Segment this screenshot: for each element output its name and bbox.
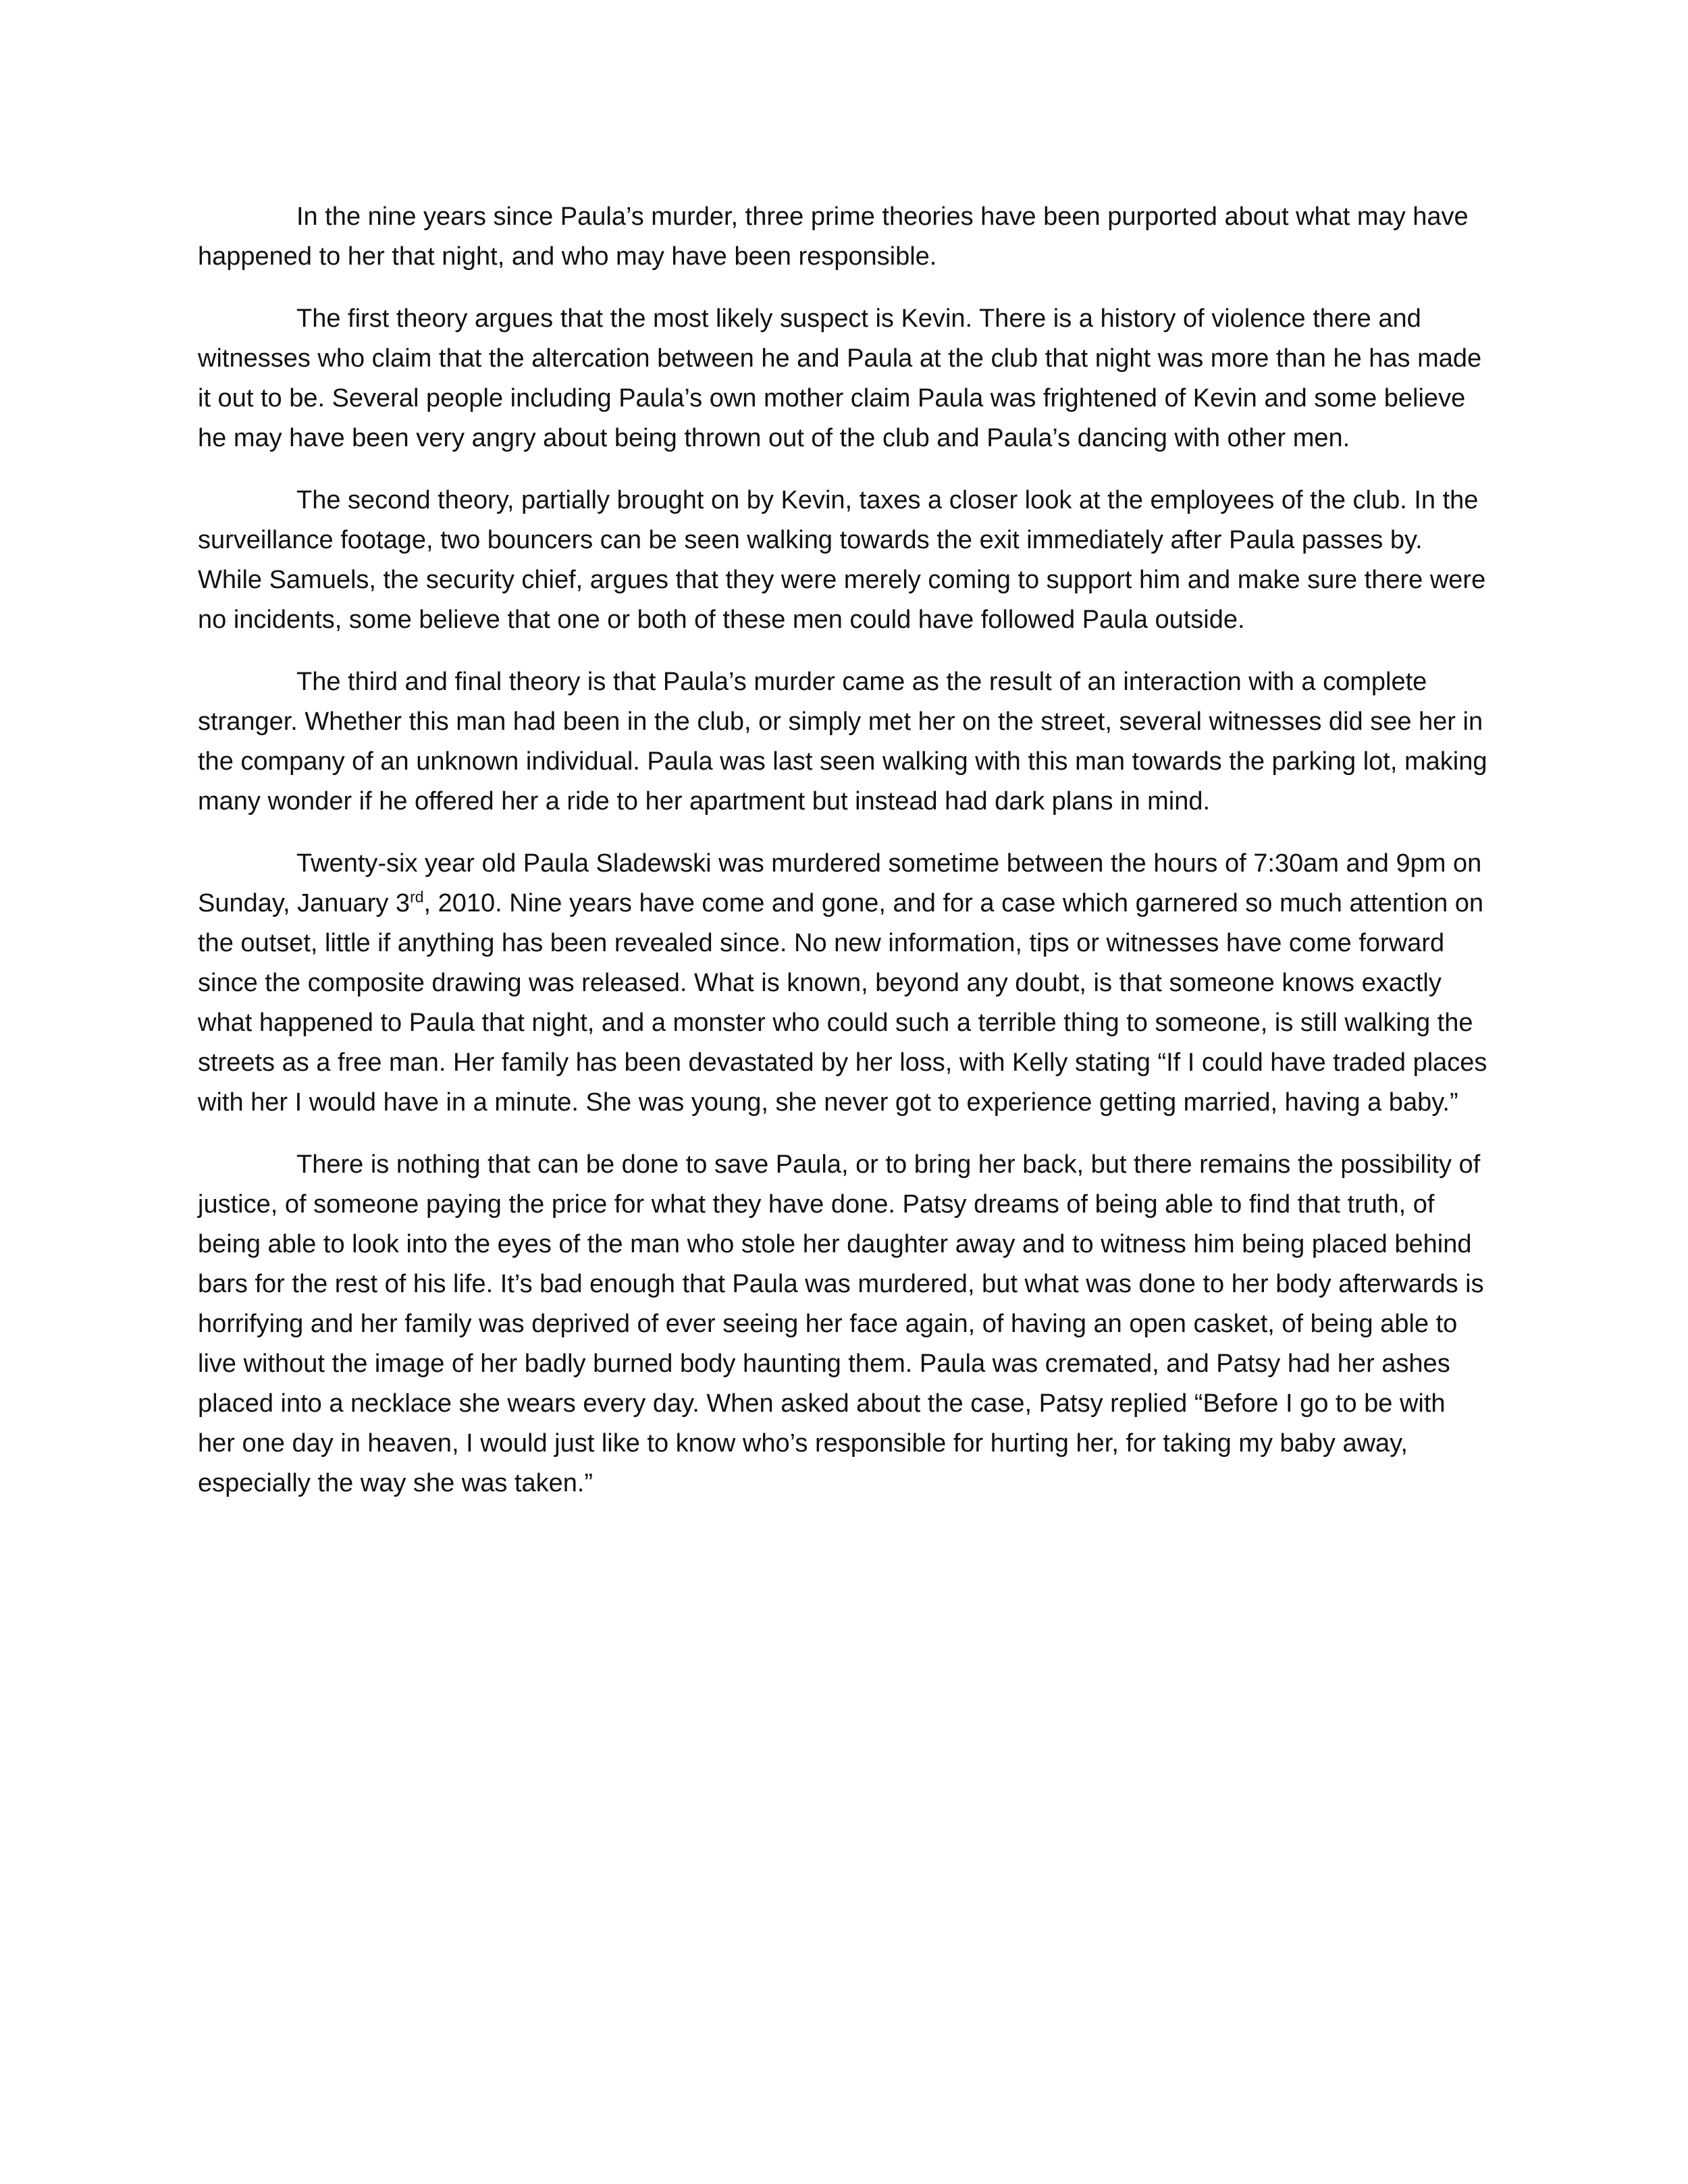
paragraph-justice: There is nothing that can be done to save Paula, or to bring her back, but there remains the possibility of justice, of someone paying the price for what they have done. Patsy dreams of being able to find that truth, of being able to look into the eyes of the man who stole her daughter away and to witness him being placed behind bars for the rest of his life. It’s bad enough that Paula was murdered, but what was done to her body afterwards is horrifying and her family was deprived of ever seeing her face again, of having an open casket, of being able to live without the image of her badly burned body haunting them. Paula was cremated, and Patsy had her ashes placed into a necklace she wears every day. When asked about the case, Patsy replied “Before I go to be with her one day in heaven, I would just like to know who’s responsible for hurting her, for taking my baby away, especially the way she was taken.” — [198, 1150, 1484, 1497]
body-text — [198, 197, 1489, 1526]
paragraph-second-theory: The second theory, partially brought on by Kevin, taxes a closer look at the employees of the club. In the surveillance footage, two bouncers can be seen walking towards the exit immediately after Paula passes by. While Samuels, the security chief, argues that they were merely coming to support him and make sure there were no incidents, some believe that one or both of these men could have followed Paula outside. — [198, 486, 1486, 634]
paragraph-case-summary — [198, 844, 1489, 1123]
paragraph-third-theory: The third and final theory is that Paula’s murder came as the result of an interaction with a complete stranger. Whether this man had been in the club, or simply met her on the street, several witnesses did see her in the company of an unknown individual. Paula was last seen walking with this man towards the parking lot, making many wonder if he offered her a ride to her apartment but instead had dark plans in mind. — [198, 668, 1487, 816]
case-summary-text-end: , 2010. Nine years have come and gone, and for a case which garnered so much attention on the outset, little if anything has been revealed since. No new information, tips or witnesses have come forward since the composite drawing was released. What is known, beyond any doubt, is that someone knows exactly what happened to Paula that night, and a monster who could such a terrible thing to someone, is still walking the streets as a free man. Her family has been devastated by her loss, with Kelly stating “If I could have traded places with her I would have in a minute. She was young, she never got to experience getting married, having a baby.” — [198, 889, 1487, 1117]
paragraph-theories-intro: In the nine years since Paula’s murder, three prime theories have been purported about what may have happened to her that night, and who may have been responsible. — [198, 203, 1469, 271]
case-summary-text-start: Twenty-six year old Paula Sladewski was murdered sometime between the hours of 7:30am and 9pm on Sunday, January 3 — [198, 849, 1482, 917]
ordinal-superscript: rd — [410, 888, 424, 906]
paragraph-first-theory: The first theory argues that the most likely suspect is Kevin. There is a history of violence there and witnesses who claim that the altercation between he and Paula at the club that night was more than he has made it out to be. Several people including Paula’s own mother claim Paula was frightened of Kevin and some believe he may have been very angry about being thrown out of the club and Paula’s dancing with other men. — [198, 304, 1482, 452]
